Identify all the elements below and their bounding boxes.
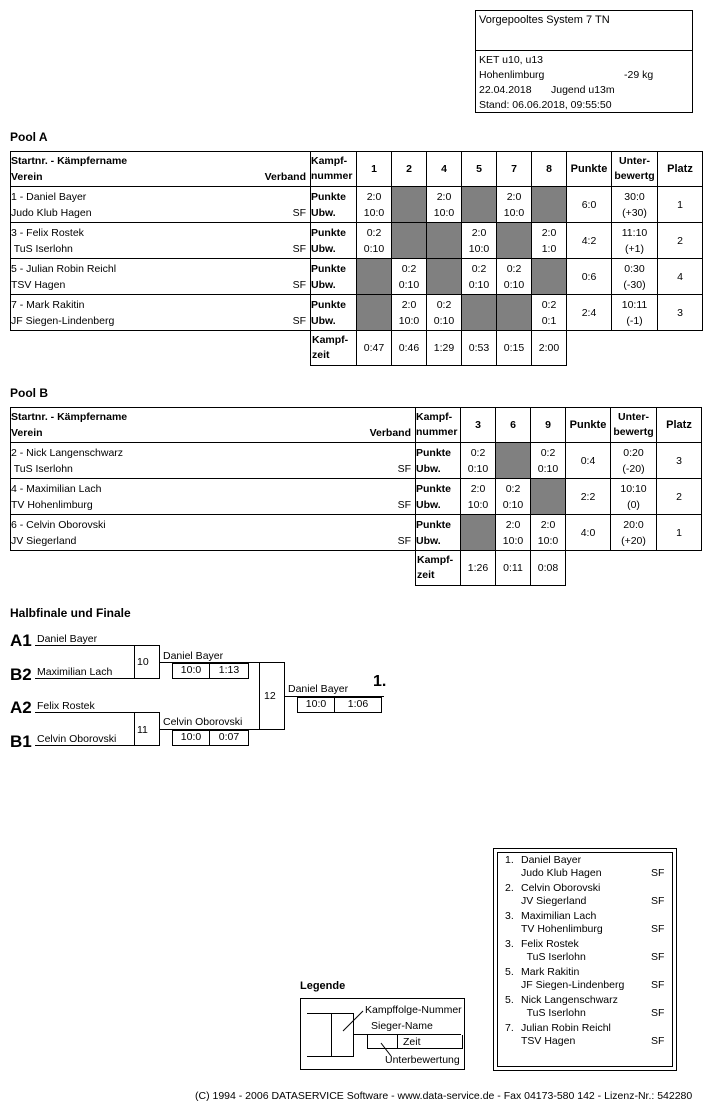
ubw-diff: (+30): [622, 206, 647, 219]
result-cell: [461, 479, 496, 515]
points-label-cell: [416, 443, 461, 479]
header-name-cell: [11, 152, 311, 187]
total-ubw: [611, 515, 657, 551]
empty-cell: [357, 259, 392, 295]
fighter-cell: [11, 223, 311, 259]
result-cell: [532, 223, 567, 259]
label-punkte: Punkte: [416, 482, 452, 495]
header-fight-2: 2: [392, 152, 427, 187]
ranking-place: 5.: [505, 966, 514, 978]
fighter-club: JV Siegerland: [11, 534, 77, 547]
header-fight-4: 4: [427, 152, 462, 187]
result-ubw: 10:0: [363, 206, 385, 219]
label-ubw: Ubw.: [416, 534, 441, 547]
place: 3: [657, 443, 702, 479]
header-punkte: Punkte: [567, 152, 612, 187]
header-unterbewertung: [612, 152, 658, 187]
legend-unterbewertung: Unterbewertung: [385, 1054, 460, 1066]
header-fight-9: 9: [531, 408, 566, 443]
fight-time: 1:26: [461, 551, 496, 586]
fighter-name: 2 - Nick Langenschwarz: [11, 446, 124, 459]
info-divider: [476, 50, 692, 51]
result-points: 2:0: [470, 482, 486, 495]
ubw-score: 0:20: [623, 446, 644, 459]
place: 3: [658, 295, 703, 331]
total-points: 0:4: [566, 443, 611, 479]
sf2-score: 10:0: [172, 730, 210, 746]
place: 1: [657, 515, 702, 551]
line: [259, 729, 285, 730]
label-ubw: Ubw.: [311, 206, 336, 219]
kampfzeit-row: [11, 331, 703, 366]
place: 1: [658, 187, 703, 223]
header-kampf-2: nummer: [311, 170, 353, 182]
fight-number-10: 10: [137, 656, 149, 668]
result-cell: [531, 443, 566, 479]
fighter-name: 3 - Felix Rostek: [11, 226, 84, 239]
points-label-cell: [311, 187, 357, 223]
header-punkte: Punkte: [566, 408, 611, 443]
ubw-score: 0:30: [624, 262, 645, 275]
ranking-place: 2.: [505, 882, 514, 894]
line: [134, 645, 135, 679]
fight-time: 0:53: [462, 331, 497, 366]
fight-number-11: 11: [137, 724, 148, 736]
seed-b1: B1: [10, 732, 32, 751]
header-unter-2: bewertg: [613, 426, 654, 438]
result-points: 0:2: [470, 446, 486, 459]
ubw-diff: (+1): [625, 242, 644, 255]
total-points: 4:0: [566, 515, 611, 551]
bracket-name-a1: Daniel Bayer: [37, 633, 98, 645]
empty-cell: [461, 515, 496, 551]
points-label-cell: [416, 479, 461, 515]
table-row: [11, 187, 703, 223]
result-points: 0:2: [506, 262, 522, 275]
result-ubw: 0:10: [537, 462, 559, 475]
ranking-club: TSV Hagen: [521, 1035, 576, 1047]
ubw-score: 10:11: [621, 298, 648, 311]
result-cell: [496, 479, 531, 515]
label-ubw: Ubw.: [311, 242, 336, 255]
header-startnr: Startnr. - Kämpfername: [11, 411, 128, 423]
ranking-name: Mark Rakitin: [521, 966, 580, 978]
footer-copyright: (C) 1994 - 2006 DATASERVICE Software - www.data-service.de - Fax 04173-580 142 - Lizenz-Nr.: 542280: [195, 1090, 693, 1102]
ranking-federation: SF: [651, 1035, 665, 1047]
points-label-cell: [311, 259, 357, 295]
bracket-name-a2: Felix Rostek: [37, 700, 95, 712]
header-kampfzeit-2: zeit: [417, 569, 435, 581]
fight-time: 1:29: [427, 331, 462, 366]
ranking-federation: SF: [651, 895, 665, 907]
legend-kampffolge: Kampffolge-Nummer: [365, 1004, 462, 1016]
header-fight-3: 3: [461, 408, 496, 443]
event-name: KET u10, u13: [479, 54, 544, 66]
header-platz: Platz: [657, 408, 702, 443]
header-kampfnummer: [311, 152, 357, 187]
fighter-name: 1 - Daniel Bayer: [11, 190, 87, 203]
header-kampfzeit-1: Kampf-: [417, 554, 454, 566]
fighter-federation: SF: [397, 498, 411, 511]
final-time: 1:06: [334, 697, 382, 713]
finals-title: Halbfinale und Finale: [10, 606, 131, 620]
bracket-name-b1: Celvin Oborovski: [37, 733, 117, 745]
label-punkte: Punkte: [311, 226, 347, 239]
total-ubw: [611, 479, 657, 515]
ranking-place: 3.: [505, 910, 514, 922]
pool-a-table: [10, 151, 703, 366]
fight-time: 0:15: [497, 331, 532, 366]
header-kampf-2: nummer: [416, 426, 458, 438]
line: [134, 712, 135, 746]
result-points: 0:2: [541, 298, 557, 311]
result-points: 2:0: [540, 518, 556, 531]
ranking-place: 1.: [505, 854, 514, 866]
line: [35, 712, 159, 713]
header-unter-1: Unter-: [619, 155, 650, 167]
weight-class: -29 kg: [624, 69, 654, 81]
event-info-box: [475, 10, 693, 113]
ranking-place: 3.: [505, 938, 514, 950]
table-row: [11, 295, 703, 331]
seed-b2: B2: [10, 665, 32, 684]
empty-cell: [427, 223, 462, 259]
result-cell: [496, 515, 531, 551]
line: [35, 645, 159, 646]
label-ubw: Ubw.: [311, 278, 336, 291]
total-ubw: [612, 295, 658, 331]
result-ubw: 1:0: [541, 242, 557, 255]
ubw-score: 30:0: [624, 190, 645, 203]
header-kampf-1: Kampf-: [416, 411, 453, 423]
ranking-club: TuS Iserlohn: [521, 951, 586, 963]
ranking-club: TV Hohenlimburg: [521, 923, 603, 935]
ranking-club: TuS Iserlohn: [521, 1007, 586, 1019]
label-punkte: Punkte: [311, 190, 347, 203]
result-ubw: 10:0: [503, 206, 525, 219]
total-ubw: [612, 223, 658, 259]
final-winner: Daniel Bayer: [288, 683, 349, 695]
label-punkte: Punkte: [416, 446, 452, 459]
result-points: 0:2: [540, 446, 556, 459]
ranking-club: JV Siegerland: [521, 895, 587, 907]
result-ubw: 10:0: [398, 314, 420, 327]
empty-cell: [357, 295, 392, 331]
fighter-cell: [11, 443, 416, 479]
label-punkte: Punkte: [311, 298, 347, 311]
stand-timestamp: Stand: 06.06.2018, 09:55:50: [479, 99, 612, 111]
fighter-name: 4 - Maximilian Lach: [11, 482, 102, 495]
line: [35, 745, 159, 746]
sf2-winner: Celvin Oborovski: [163, 716, 243, 728]
place: 2: [658, 223, 703, 259]
result-cell: [427, 295, 462, 331]
result-ubw: 0:10: [468, 278, 490, 291]
table-row: [11, 259, 703, 295]
total-points: 0:6: [567, 259, 612, 295]
total-ubw: [612, 187, 658, 223]
points-label-cell: [311, 295, 357, 331]
line: [259, 662, 260, 730]
kampfzeit-row: [11, 551, 702, 586]
result-ubw: 0:10: [433, 314, 455, 327]
ranking-federation: SF: [651, 979, 665, 991]
fight-number-12: 12: [264, 690, 276, 702]
pool-b-title: Pool B: [10, 386, 48, 400]
ranking-place: 5.: [505, 994, 514, 1006]
points-label-cell: [416, 515, 461, 551]
header-fight-6: 6: [496, 408, 531, 443]
fight-time: 2:00: [532, 331, 567, 366]
result-points: 2:0: [506, 190, 522, 203]
fighter-club: TSV Hagen: [11, 278, 66, 291]
result-cell: [357, 187, 392, 223]
result-cell: [392, 259, 427, 295]
ubw-diff: (+20): [621, 534, 646, 547]
result-ubw: 10:0: [433, 206, 455, 219]
header-unterbewertung: [611, 408, 657, 443]
fighter-cell: [11, 295, 311, 331]
legend-box: [300, 998, 465, 1070]
ranking-federation: SF: [651, 1007, 665, 1019]
fighter-name: 7 - Mark Rakitin: [11, 298, 85, 311]
empty-cell: [392, 223, 427, 259]
result-points: 0:2: [401, 262, 417, 275]
ranking-place: 7.: [505, 1022, 514, 1034]
result-cell: [461, 443, 496, 479]
header-kampf-1: Kampf-: [311, 155, 348, 167]
header-unter-2: bewertg: [614, 170, 655, 182]
header-platz: Platz: [658, 152, 703, 187]
result-points: 0:2: [436, 298, 452, 311]
place: 2: [657, 479, 702, 515]
line: [35, 678, 159, 679]
sf1-time: 1:13: [209, 663, 249, 679]
result-ubw: 0:10: [363, 242, 385, 255]
header-fight-7: 7: [497, 152, 532, 187]
result-cell: [497, 259, 532, 295]
age-category: Jugend u13m: [551, 84, 615, 96]
label-punkte: Punkte: [416, 518, 452, 531]
header-kampfzeit: [311, 331, 357, 366]
fighter-cell: [11, 259, 311, 295]
total-points: 6:0: [567, 187, 612, 223]
result-points: 2:0: [401, 298, 417, 311]
total-points: 2:2: [566, 479, 611, 515]
empty-cell: [496, 443, 531, 479]
result-cell: [462, 223, 497, 259]
header-fight-8: 8: [532, 152, 567, 187]
total-points: 4:2: [567, 223, 612, 259]
header-fight-5: 5: [462, 152, 497, 187]
ranking-name: Felix Rostek: [521, 938, 579, 950]
empty-cell: [462, 187, 497, 223]
legend-sieger: Sieger-Name: [371, 1020, 433, 1032]
final-score: 10:0: [297, 697, 335, 713]
legend-zeit: Zeit: [403, 1036, 421, 1048]
ranking-club: Judo Klub Hagen: [521, 867, 602, 879]
header-kampfzeit: [416, 551, 461, 586]
pool-b-table: [10, 407, 702, 586]
legend-title: Legende: [300, 980, 346, 992]
fight-time: 0:08: [531, 551, 566, 586]
pool-a-title: Pool A: [10, 130, 48, 144]
ranking-name: Nick Langenschwarz: [521, 994, 618, 1006]
ranking-federation: SF: [651, 923, 665, 935]
ranking-federation: SF: [651, 951, 665, 963]
seed-a1: A1: [10, 631, 32, 650]
table-row: [11, 515, 702, 551]
result-ubw: 0:10: [398, 278, 420, 291]
fight-time: 0:47: [357, 331, 392, 366]
fighter-club: TV Hohenlimburg: [11, 498, 93, 511]
result-cell: [532, 295, 567, 331]
place: 4: [658, 259, 703, 295]
total-ubw: [611, 443, 657, 479]
ubw-diff: (-1): [626, 314, 643, 327]
label-ubw: Ubw.: [416, 462, 441, 475]
fighter-cell: [11, 187, 311, 223]
final-ranking-box: [493, 848, 677, 1071]
empty-cell: [497, 295, 532, 331]
empty-cell: [532, 187, 567, 223]
result-points: 2:0: [436, 190, 452, 203]
header-kampfzeit-1: Kampf-: [312, 334, 349, 346]
fighter-federation: SF: [292, 278, 306, 291]
fighter-federation: SF: [292, 206, 306, 219]
event-location: Hohenlimburg: [479, 69, 545, 81]
result-points: 2:0: [366, 190, 382, 203]
label-punkte: Punkte: [311, 262, 347, 275]
header-row: [11, 408, 702, 443]
empty-cell: [531, 479, 566, 515]
table-row: [11, 479, 702, 515]
header-name-cell: [11, 408, 416, 443]
result-ubw: 10:0: [537, 534, 559, 547]
label-ubw: Ubw.: [416, 498, 441, 511]
header-verband: Verband: [264, 171, 306, 183]
table-row: [11, 223, 703, 259]
ubw-diff: (-20): [622, 462, 645, 475]
ranking-name: Celvin Oborovski: [521, 882, 601, 894]
result-ubw: 0:1: [541, 314, 557, 327]
ubw-score: 20:0: [623, 518, 644, 531]
ubw-score: 11:10: [621, 226, 648, 239]
header-fight-1: 1: [357, 152, 392, 187]
result-cell: [357, 223, 392, 259]
total-points: 2:4: [567, 295, 612, 331]
result-cell: [497, 187, 532, 223]
header-verein: Verein: [11, 171, 43, 183]
header-verband: Verband: [369, 427, 411, 439]
line: [259, 662, 285, 663]
result-points: 0:2: [366, 226, 382, 239]
fighter-federation: SF: [292, 242, 306, 255]
result-cell: [427, 187, 462, 223]
result-points: 0:2: [505, 482, 521, 495]
result-cell: [462, 259, 497, 295]
empty-cell: [462, 295, 497, 331]
empty-cell: [427, 259, 462, 295]
result-ubw: 10:0: [468, 242, 490, 255]
result-ubw: 0:10: [503, 278, 525, 291]
empty-cell: [532, 259, 567, 295]
header-unter-1: Unter-: [618, 411, 649, 423]
result-points: 0:2: [471, 262, 487, 275]
ranking-name: Julian Robin Reichl: [521, 1022, 611, 1034]
fight-time: 0:46: [392, 331, 427, 366]
sf1-score: 10:0: [172, 663, 210, 679]
header-verein: Verein: [11, 427, 43, 439]
fighter-club: Judo Klub Hagen: [11, 206, 92, 219]
fighter-club: JF Siegen-Lindenberg: [11, 314, 115, 327]
ranking-club: JF Siegen-Lindenberg: [521, 979, 625, 991]
label-ubw: Ubw.: [311, 314, 336, 327]
bracket-name-b2: Maximilian Lach: [37, 666, 113, 678]
final-place: 1.: [373, 673, 387, 690]
table-row: [11, 443, 702, 479]
fighter-name: 5 - Julian Robin Reichl: [11, 262, 117, 275]
fighter-federation: SF: [397, 534, 411, 547]
result-ubw: 10:0: [502, 534, 524, 547]
event-date: 22.04.2018: [479, 84, 532, 96]
fighter-cell: [11, 479, 416, 515]
fighter-club: TuS Iserlohn: [11, 462, 73, 475]
ranking-name: Daniel Bayer: [521, 854, 582, 866]
ubw-diff: (0): [627, 498, 640, 511]
result-ubw: 10:0: [467, 498, 489, 511]
fighter-club: TuS Iserlohn: [11, 242, 73, 255]
ranking-federation: SF: [651, 867, 665, 879]
header-kampfzeit-2: zeit: [312, 349, 330, 361]
fighter-federation: SF: [397, 462, 411, 475]
ubw-diff: (-30): [623, 278, 646, 291]
fighter-name: 6 - Celvin Oborovski: [11, 518, 106, 531]
result-points: 2:0: [471, 226, 487, 239]
header-row: [11, 152, 703, 187]
total-ubw: [612, 259, 658, 295]
points-label-cell: [311, 223, 357, 259]
result-ubw: 0:10: [502, 498, 524, 511]
sf1-winner: Daniel Bayer: [163, 650, 224, 662]
empty-cell: [392, 187, 427, 223]
header-startnr: Startnr. - Kämpfername: [11, 155, 128, 167]
fighter-cell: [11, 515, 416, 551]
result-points: 2:0: [541, 226, 557, 239]
sf2-time: 0:07: [209, 730, 249, 746]
result-ubw: 0:10: [467, 462, 489, 475]
empty-cell: [497, 223, 532, 259]
header-kampfnummer: [416, 408, 461, 443]
fight-time: 0:11: [496, 551, 531, 586]
fighter-federation: SF: [292, 314, 306, 327]
result-cell: [392, 295, 427, 331]
ranking-name: Maximilian Lach: [521, 910, 597, 922]
system-title: Vorgepooltes System 7 TN: [479, 14, 610, 26]
result-points: 2:0: [505, 518, 521, 531]
ubw-score: 10:10: [620, 482, 647, 495]
result-cell: [531, 515, 566, 551]
seed-a2: A2: [10, 698, 32, 717]
